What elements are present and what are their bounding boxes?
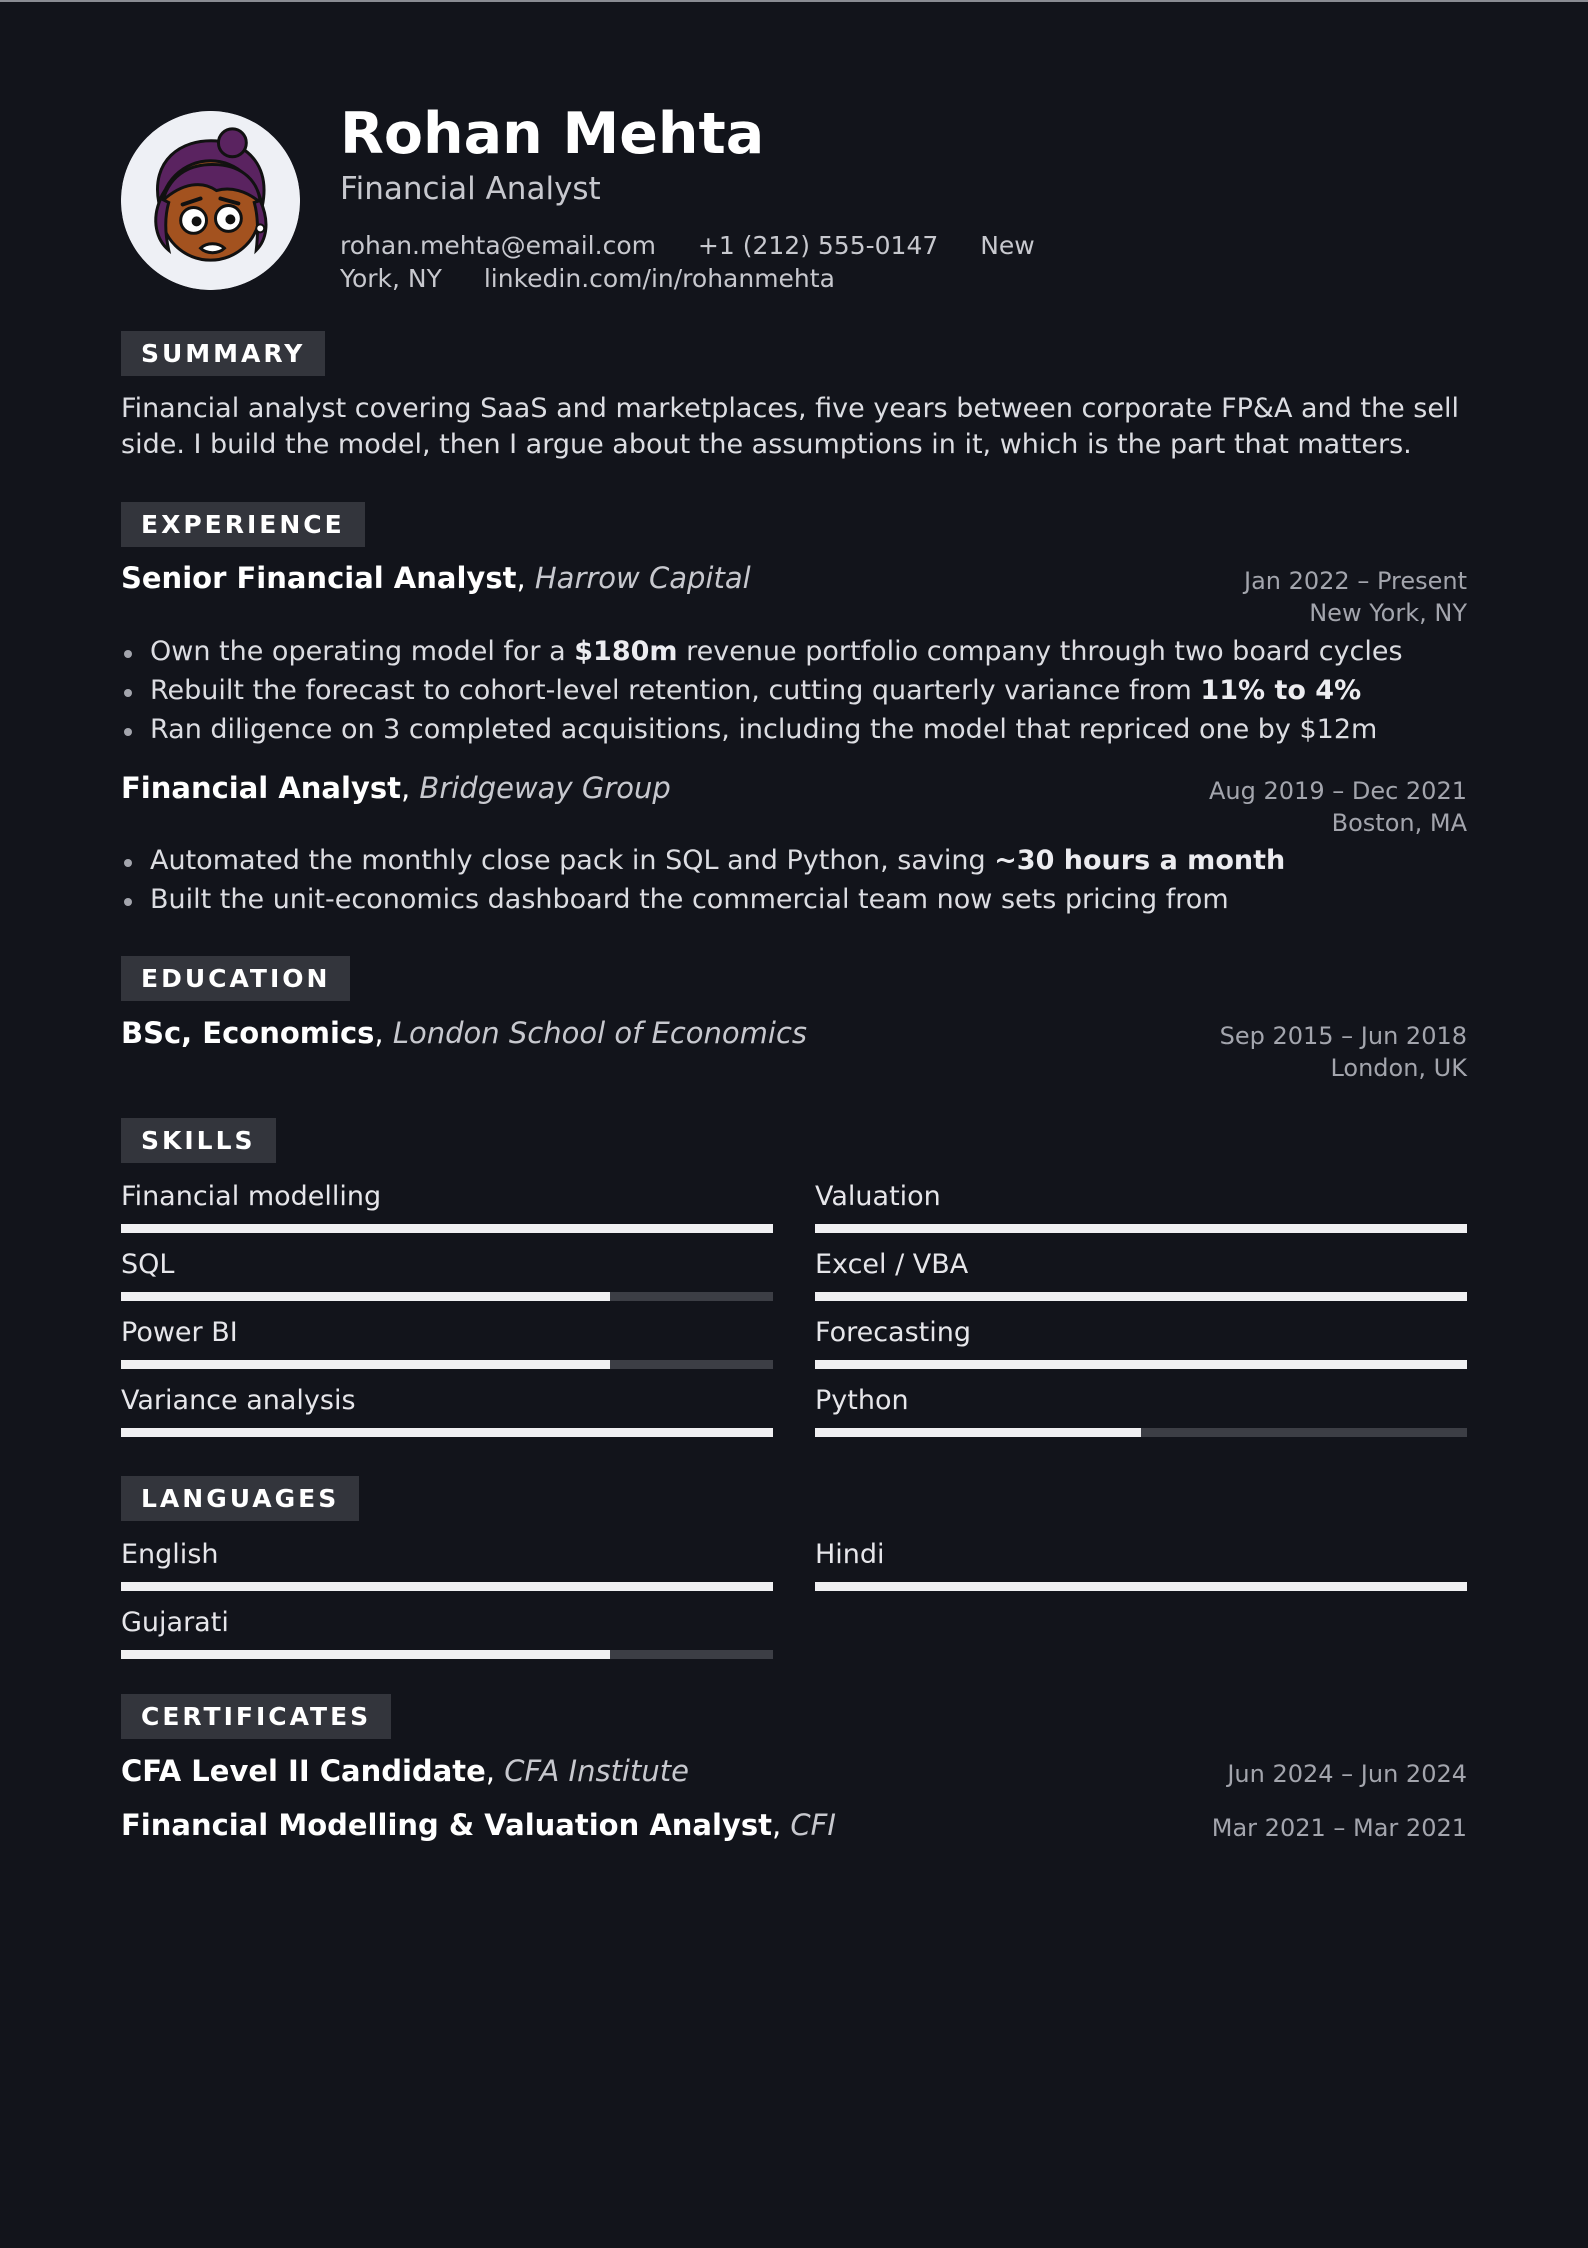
experience-bullet	[121, 841, 1467, 880]
contact-location: New York, NY	[340, 231, 1035, 293]
section-heading-education: EDUCATION	[121, 956, 350, 1001]
education-entry-meta	[1220, 1020, 1467, 1084]
skill-level-bar	[121, 1292, 773, 1301]
skill-name: SQL	[121, 1249, 175, 1280]
experience-company: Harrow Capital	[534, 561, 751, 595]
language-level-bar	[815, 1582, 1467, 1591]
experience-dates: Jan 2022 – Present	[1243, 567, 1467, 595]
section-heading-summary: SUMMARY	[121, 331, 325, 376]
bullet-highlight: 11% to 4%	[1200, 675, 1362, 706]
skill-name: Python	[815, 1385, 909, 1416]
experience-location: Boston, MA	[1331, 809, 1467, 837]
bullet-text: Rebuilt the forecast to cohort-level retention, cutting quarterly variance from	[150, 675, 1201, 706]
avatar	[121, 111, 300, 290]
skill-level-bar	[815, 1224, 1467, 1233]
language-item	[121, 1539, 773, 1597]
experience-bullet	[121, 632, 1467, 671]
certificate-name: CFA Level II Candidate	[121, 1754, 486, 1788]
skill-item	[815, 1317, 1467, 1375]
skill-level-bar	[121, 1428, 773, 1437]
experience-bullets	[121, 841, 1467, 919]
education-location: London, UK	[1330, 1054, 1467, 1082]
language-name: English	[121, 1539, 219, 1570]
skill-name: Variance analysis	[121, 1385, 356, 1416]
skill-item	[121, 1249, 773, 1307]
experience-bullets	[121, 632, 1467, 749]
skill-level-fill	[815, 1292, 1467, 1301]
skill-level-bar	[121, 1224, 773, 1233]
certificate-title: CFA Level II Candidate, CFA Institute	[121, 1754, 689, 1788]
experience-dates: Aug 2019 – Dec 2021	[1209, 777, 1467, 805]
skill-name: Excel / VBA	[815, 1249, 969, 1280]
bullet-text: Automated the monthly close pack in SQL and Python, saving	[150, 845, 995, 876]
experience-bullet	[121, 710, 1467, 749]
contact-phone[interactable]: +1 (212) 555-0147	[697, 231, 939, 260]
skill-level-bar	[815, 1292, 1467, 1301]
certificate-name: Financial Modelling & Valuation Analyst	[121, 1808, 772, 1842]
language-level-fill	[121, 1650, 610, 1659]
candidate-title: Financial Analyst	[340, 171, 601, 207]
experience-bullet	[121, 880, 1467, 919]
language-level-fill	[815, 1582, 1467, 1591]
skill-name: Power BI	[121, 1317, 238, 1348]
skill-name: Forecasting	[815, 1317, 972, 1348]
language-level-bar	[121, 1582, 773, 1591]
education-entry-title: BSc, Economics, London School of Economics	[121, 1016, 808, 1050]
section-heading-languages: LANGUAGES	[121, 1476, 359, 1521]
language-level-fill	[121, 1582, 773, 1591]
skill-level-fill	[121, 1292, 610, 1301]
cartoon-person-avatar-icon	[121, 111, 300, 290]
candidate-name: Rohan Mehta	[340, 101, 765, 167]
education-degree: BSc, Economics	[121, 1016, 375, 1050]
education-dates: Sep 2015 – Jun 2018	[1219, 1022, 1467, 1050]
skill-level-fill	[815, 1428, 1141, 1437]
skill-level-fill	[121, 1428, 773, 1437]
experience-entry-title: Senior Financial Analyst, Harrow Capital	[121, 561, 751, 595]
bullet-highlight: ~30 hours a month	[994, 845, 1286, 876]
section-heading-certificates: CERTIFICATES	[121, 1694, 391, 1739]
skill-level-fill	[815, 1224, 1467, 1233]
skill-level-fill	[121, 1224, 773, 1233]
contact-linkedin[interactable]: linkedin.com/in/rohanmehta	[483, 264, 835, 293]
experience-entry-meta	[1244, 565, 1467, 629]
certificate-dates: Mar 2021 – Mar 2021	[1211, 1814, 1467, 1842]
contact-email[interactable]: rohan.mehta@email.com	[340, 231, 656, 260]
language-item	[815, 1539, 1467, 1597]
certificate-issuer: CFA Institute	[504, 1754, 689, 1788]
bullet-text: Own the operating model for a	[150, 636, 575, 667]
education-school: London School of Economics	[392, 1016, 808, 1050]
experience-role: Financial Analyst	[121, 771, 401, 805]
experience-entry-meta	[1209, 775, 1467, 839]
skill-level-fill	[121, 1360, 610, 1369]
section-heading-experience: EXPERIENCE	[121, 502, 365, 547]
skill-item	[815, 1181, 1467, 1239]
skill-name: Financial modelling	[121, 1181, 382, 1212]
language-item	[121, 1607, 773, 1665]
language-name: Gujarati	[121, 1607, 229, 1638]
experience-location: New York, NY	[1309, 599, 1467, 627]
bullet-text: Ran diligence on 3 completed acquisitions, including the model that repriced one by $12m	[150, 714, 1378, 745]
certificate-issuer: CFI	[790, 1808, 836, 1842]
section-heading-skills: SKILLS	[121, 1118, 276, 1163]
skill-level-fill	[815, 1360, 1467, 1369]
skill-level-bar	[121, 1360, 773, 1369]
skill-item	[815, 1249, 1467, 1307]
bullet-text: Built the unit-economics dashboard the commercial team now sets pricing from	[150, 884, 1229, 915]
experience-entry-title: Financial Analyst, Bridgeway Group	[121, 771, 671, 805]
skill-item	[121, 1317, 773, 1375]
skill-name: Valuation	[815, 1181, 941, 1212]
skill-item	[815, 1385, 1467, 1443]
certificate-dates: Jun 2024 – Jun 2024	[1227, 1760, 1467, 1788]
resume-header	[121, 101, 1467, 311]
language-level-bar	[121, 1650, 773, 1659]
certificate-title: Financial Modelling & Valuation Analyst, CFI	[121, 1808, 836, 1842]
experience-bullet	[121, 671, 1467, 710]
skill-level-bar	[815, 1428, 1467, 1437]
page-top-rule	[0, 0, 1588, 2]
experience-role: Senior Financial Analyst	[121, 561, 517, 595]
skill-item	[121, 1385, 773, 1443]
skill-item	[121, 1181, 773, 1239]
bullet-highlight: $180m	[574, 636, 678, 667]
bullet-text-end: revenue portfolio company through two board cycles	[677, 636, 1403, 667]
language-name: Hindi	[815, 1539, 885, 1570]
skill-level-bar	[815, 1360, 1467, 1369]
summary-text: Financial analyst covering SaaS and marketplaces, five years between corporate FP&A and the sell side. I build the model, then I argue about the assumptions in it, which is the part that matters.	[121, 393, 1459, 460]
contact-info	[340, 229, 1080, 295]
experience-company: Bridgeway Group	[419, 771, 671, 805]
